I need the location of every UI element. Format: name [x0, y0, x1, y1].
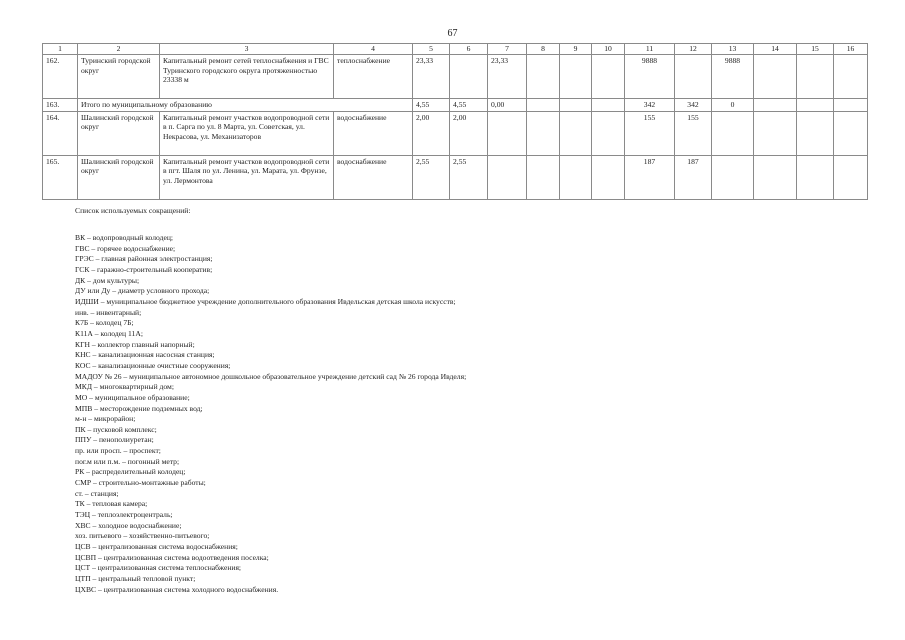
value-cell: 9888 [712, 55, 754, 99]
abbreviation-item: КГН – коллектор главный напорный; [75, 339, 195, 349]
abbreviation-item: ХВС – холодное водоснабжение; [75, 520, 182, 530]
abbreviation-item: хоз. питьевого – хозяйственно-питьевого; [75, 531, 210, 541]
type-cell: водоснабжение [334, 111, 413, 155]
abbreviation-item: ЦСТ – централизованная система теплоснабжения; [75, 563, 242, 573]
abbreviation-item: ст. – станция; [75, 488, 119, 498]
abbreviation-item: РК – распределительный колодец; [75, 467, 186, 477]
value-cell [488, 155, 527, 199]
type-cell: водоснабжение [334, 155, 413, 199]
column-header: 16 [834, 44, 868, 55]
abbreviation-item: ТК – тепловая камера; [75, 499, 148, 509]
column-header: 13 [712, 44, 754, 55]
abbreviations-section [75, 206, 855, 595]
column-header: 12 [675, 44, 712, 55]
abbreviation-item: ПК – пусковой комплекс; [75, 424, 157, 434]
value-cell: 4,55 [450, 99, 488, 112]
abbreviation-item: К11А – колодец 11А; [75, 328, 143, 338]
abbreviation-item: пог.м или п.м. – погонный метр; [75, 456, 180, 466]
abbreviations-list [75, 233, 855, 595]
value-cell [797, 55, 834, 99]
value-cell [488, 111, 527, 155]
abbreviation-item: ППУ – пенополиуретан; [75, 435, 154, 445]
column-header: 1 [43, 44, 78, 55]
abbreviation-item: ЦХВС – централизованная система холодного водоснабжения. [75, 584, 279, 594]
value-cell [754, 111, 797, 155]
abbreviation-item: ГСК – гаражно-строительный кооператив; [75, 264, 213, 274]
value-cell: 0,00 [488, 99, 527, 112]
abbreviation-item: КНС – канализационная насосная станция; [75, 350, 215, 360]
value-cell [560, 155, 592, 199]
value-cell [592, 55, 625, 99]
column-header: 6 [450, 44, 488, 55]
value-cell [797, 111, 834, 155]
row-number: 165. [43, 155, 78, 199]
column-header: 8 [527, 44, 560, 55]
value-cell [675, 55, 712, 99]
value-cell [592, 99, 625, 112]
project-name-cell: Капитальный ремонт участков водопроводной сети в пгт. Шаля по ул. Ленина, ул. Марата, ул. Фрунзе, ул. Лермонтова [160, 155, 334, 199]
value-cell [754, 99, 797, 112]
value-cell: 23,33 [488, 55, 527, 99]
column-header: 10 [592, 44, 625, 55]
column-header: 15 [797, 44, 834, 55]
value-cell [797, 99, 834, 112]
value-cell: 9888 [625, 55, 675, 99]
value-cell [560, 55, 592, 99]
value-cell: 2,00 [413, 111, 450, 155]
abbreviation-item: СМР – строительно-монтажные работы; [75, 478, 206, 488]
abbreviation-item: К7Б – колодец 7Б; [75, 318, 134, 328]
value-cell: 155 [675, 111, 712, 155]
value-cell [592, 155, 625, 199]
table-row [43, 155, 868, 199]
value-cell: 155 [625, 111, 675, 155]
value-cell [560, 111, 592, 155]
column-header: 4 [334, 44, 413, 55]
value-cell [450, 55, 488, 99]
abbreviation-item: ЦТП – центральный тепловой пункт; [75, 574, 196, 583]
abbreviation-item: м-н – микрорайон; [75, 414, 136, 424]
value-cell: 342 [675, 99, 712, 112]
value-cell: 342 [625, 99, 675, 112]
municipality-cell: Туринский городской округ [78, 55, 160, 99]
column-header: 14 [754, 44, 797, 55]
table-row [43, 111, 868, 155]
abbreviation-item: ЦСВП – централизованная система водоотведения поселка; [75, 552, 269, 562]
column-header: 5 [413, 44, 450, 55]
value-cell: 2,55 [450, 155, 488, 199]
value-cell: 187 [625, 155, 675, 199]
value-cell [527, 155, 560, 199]
value-cell [560, 99, 592, 112]
value-cell: 23,33 [413, 55, 450, 99]
abbreviations-title: Список используемых сокращений: [75, 206, 191, 215]
table-row [43, 55, 868, 99]
abbreviation-item: инв. – инвентарный; [75, 307, 142, 317]
value-cell: 2,55 [413, 155, 450, 199]
row-number: 162. [43, 55, 78, 99]
data-table [42, 43, 868, 200]
value-cell: 2,00 [450, 111, 488, 155]
column-header: 3 [160, 44, 334, 55]
abbreviation-item: ДУ или Ду – диаметр условного прохода; [75, 286, 210, 296]
type-cell: теплоснабжение [334, 55, 413, 99]
column-header: 9 [560, 44, 592, 55]
value-cell [834, 55, 868, 99]
abbreviation-item: МКД – многоквартирный дом; [75, 382, 174, 392]
value-cell [712, 155, 754, 199]
project-name-cell: Капитальный ремонт сетей теплоснабжения и ГВС Туринского городского округа протяженностью 23338 м [160, 55, 334, 99]
value-cell [527, 99, 560, 112]
value-cell [754, 155, 797, 199]
project-name-cell: Капитальный ремонт участков водопроводной сети в п. Сарга по ул. 8 Марта, ул. Советская, ул. Некрасова, ул. Механизаторов [160, 111, 334, 155]
value-cell [712, 111, 754, 155]
value-cell [592, 111, 625, 155]
table-row-total [43, 99, 868, 112]
value-cell [834, 99, 868, 112]
abbreviation-item: ГРЭС – главная районная электростанция; [75, 254, 213, 264]
abbreviation-item: ВК – водопроводный колодец; [75, 233, 174, 242]
total-label: Итого по муниципальному образованию [78, 99, 413, 112]
column-header: 2 [78, 44, 160, 55]
abbreviation-item: ИДШИ – муниципальное бюджетное учреждение дополнительного образования Ивдельская детская школа искусств; [75, 296, 456, 306]
abbreviation-item: ТЭЦ – теплоэлектроцентраль; [75, 510, 173, 520]
abbreviation-item: ЦСВ – централизованная система водоснабжения; [75, 542, 238, 552]
value-cell: 4,55 [413, 99, 450, 112]
value-cell [797, 155, 834, 199]
value-cell [754, 55, 797, 99]
municipality-cell: Шалинский городской округ [78, 155, 160, 199]
municipality-cell: Шалинский городской округ [78, 111, 160, 155]
abbreviation-item: МАДОУ № 26 – муниципальное автономное дошкольное образовательное учреждение детский сад № 26 города Ивделя; [75, 371, 467, 381]
value-cell: 187 [675, 155, 712, 199]
value-cell [834, 111, 868, 155]
value-cell [527, 111, 560, 155]
page-number: 67 [447, 28, 458, 39]
abbreviation-item: МО – муниципальное образование; [75, 392, 190, 402]
abbreviation-item: КОС – канализационные очистные сооружения; [75, 360, 231, 370]
column-number-row [43, 44, 868, 55]
value-cell: 0 [712, 99, 754, 112]
abbreviation-item: ГВС – горячее водоснабжение; [75, 243, 176, 253]
abbreviation-item: пр. или просп. – проспект; [75, 446, 161, 456]
abbreviation-item: МПВ – месторождение подземных вод; [75, 403, 203, 413]
value-cell [527, 55, 560, 99]
row-number: 164. [43, 111, 78, 155]
column-header: 11 [625, 44, 675, 55]
value-cell [834, 155, 868, 199]
abbreviation-item: ДК – дом культуры; [75, 275, 140, 285]
column-header: 7 [488, 44, 527, 55]
row-number: 163. [43, 99, 78, 112]
